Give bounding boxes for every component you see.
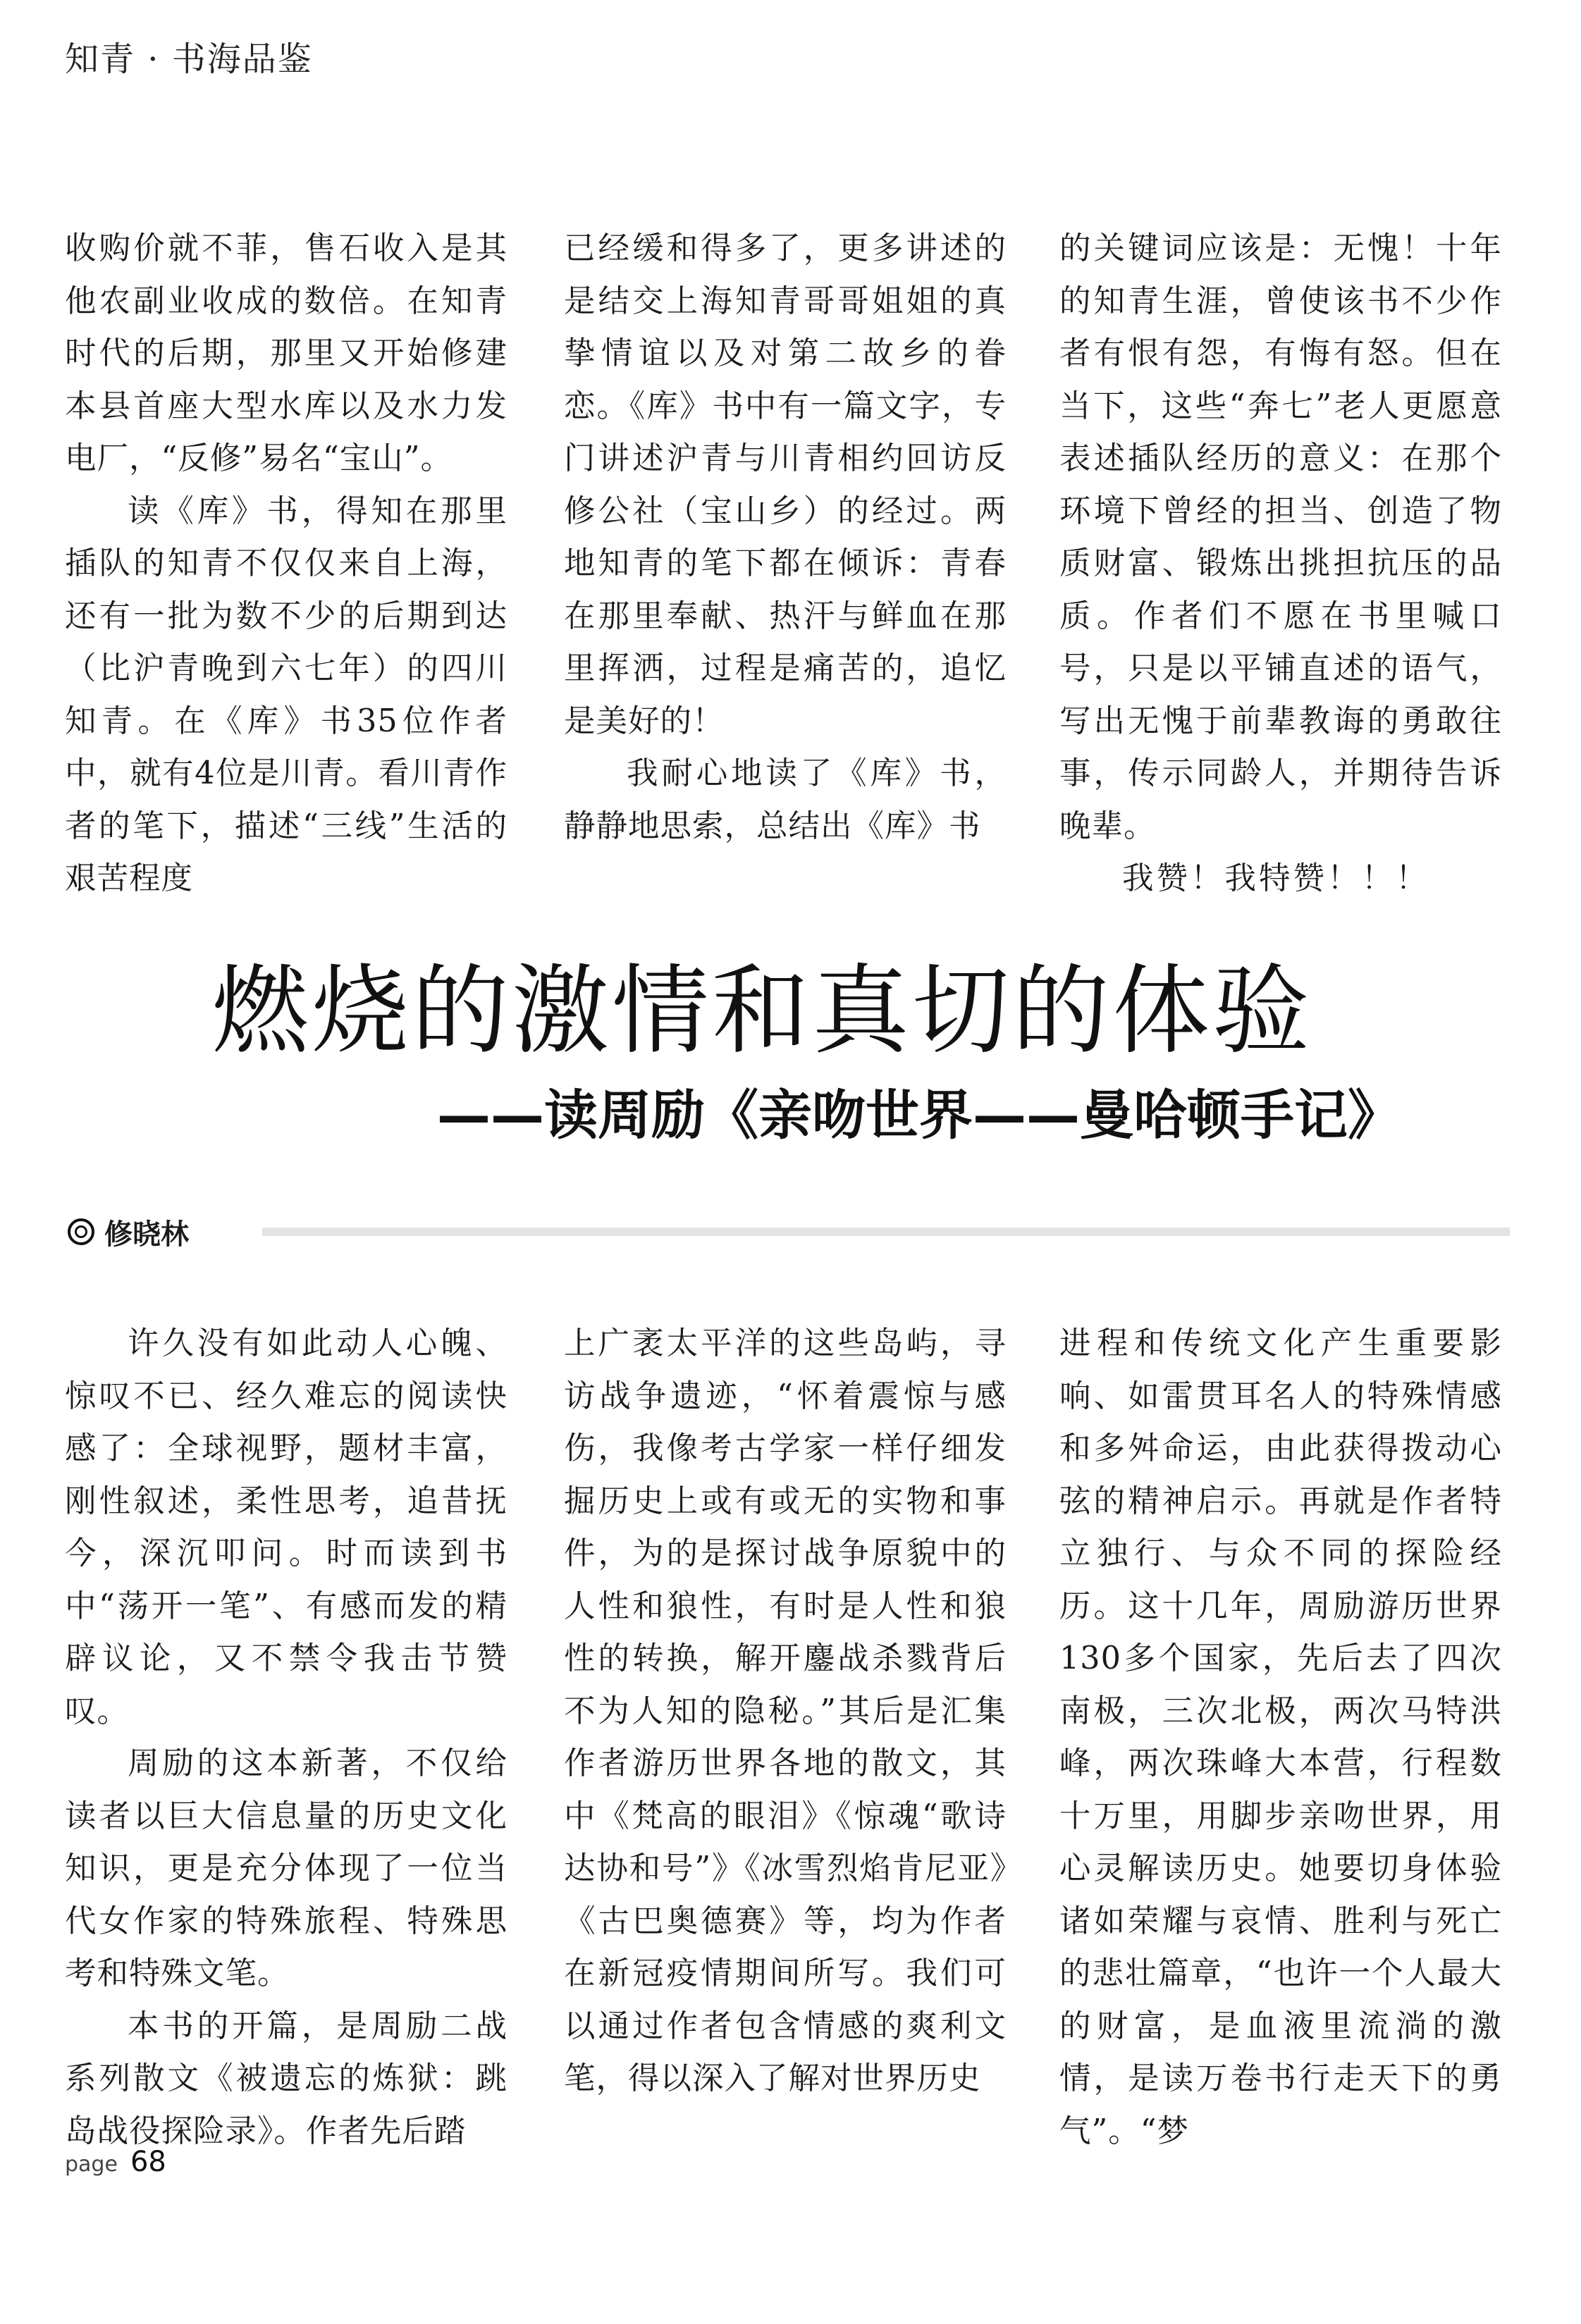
byline bbox=[68, 1207, 189, 1256]
paragraph: 读《库》书，得知在那里插队的知青不仅仅来自上海，还有一批为数不少的后期到达（比沪青晚到六七年）的四川知青。在《库》书35位作者中，就有4位是川青。看川青作者的笔下，描述“三线”生活的艰苦程度 bbox=[65, 493, 507, 896]
prev-article-column-3 bbox=[1059, 223, 1502, 896]
paragraph: 收购价就不菲，售石收入是其他农副业收成的数倍。在知青时代的后期，那里又开始修建本县首座大型水库以及水力发电厂，“反修”易名“宝山”。 bbox=[65, 230, 507, 476]
paragraph: 进程和传统文化产生重要影响、如雷贯耳名人的特殊情感和多舛命运，由此获得拨动心弦的精神启示。再就是作者特立独行、与众不同的探险经历。这十几年，周励游历世界130多个国家，先后去了四次南极，三次北极，两次马特洪峰，两次珠峰大本营，行程数十万里，用脚步亲吻世界，用心灵解读历史。她要切身体验诸如荣耀与哀情、胜利与死亡的悲壮篇章，“也许一个人最大的财富，是血液里流淌的激情，是读万卷书行走天下的勇气”。“梦 bbox=[1059, 1325, 1502, 2149]
closing-line: 我赞！我特赞！！！ bbox=[1122, 860, 1430, 896]
page-label: page bbox=[65, 2152, 118, 2177]
article-column-1 bbox=[65, 1318, 507, 2220]
paragraph: 上广袤太平洋的这些岛屿，寻访战争遗迹，“怀着震惊与感伤，我像考古学家一样仔细发掘历史上或有或无的实物和事件，为的是探讨战争原貌中的人性和狼性，有时是人性和狼性的转换，解开鏖战杀戮背后不为人知的隐秘。”其后是汇集作者游历世界各地的散文，其中《梵高的眼泪》《惊魂“歌诗达协和号”》《冰雪烈焰肯尼亚》《古巴奥德赛》等，均为作者在新冠疫情期间所写。我们可以通过作者包含情感的爽利文笔，得以深入了解对世界历史 bbox=[564, 1325, 1007, 2096]
section-header: 知青 · 书海品鉴 bbox=[65, 39, 313, 79]
article-subtitle: ——读周励《亲吻世界——曼哈顿手记》 bbox=[437, 1084, 1401, 1146]
prev-article-column-2 bbox=[564, 223, 1007, 850]
article-column-3 bbox=[1059, 1318, 1502, 2220]
page-number: 68 bbox=[130, 2146, 166, 2178]
paragraph: 已经缓和得多了，更多讲述的是结交上海知青哥哥姐姐的真挚情谊以及对第二故乡的眷恋。《库》书中有一篇文字，专门讲述沪青与川青相约回访反修公社（宝山乡）的经过。两地知青的笔下都在倾诉：青春在那里奉献、热汗与鲜血在那里挥洒，过程是痛苦的，追忆是美好的！ bbox=[564, 230, 1007, 739]
divider-rule bbox=[262, 1228, 1510, 1236]
author-name: 修晓林 bbox=[104, 1218, 189, 1251]
prev-article-column-1 bbox=[65, 223, 507, 896]
paragraph: 我耐心地读了《库》书，静静地思索，总结出《库》书 bbox=[564, 755, 1007, 844]
paragraph: 周励的这本新著，不仅给读者以巨大信息量的历史文化知识，更是充分体现了一位当代女作家的特殊旅程、特殊思考和特殊文笔。 bbox=[65, 1745, 507, 1991]
double-circle-icon bbox=[68, 1218, 94, 1245]
article-title: 燃烧的激情和真切的体验 bbox=[211, 954, 1313, 1068]
paragraph: 许久没有如此动人心魄、惊叹不已、经久难忘的阅读快感了：全球视野，题材丰富，刚性叙述，柔性思考，追昔抚今，深沉叩问。时而读到书中“荡开一笔”、有感而发的精辟议论，又不禁令我击节赞叹。 bbox=[65, 1325, 507, 1729]
paragraph: 本书的开篇，是周励二战系列散文《被遗忘的炼狱：跳岛战役探险录》。作者先后踏 bbox=[65, 2008, 507, 2149]
paragraph: 的关键词应该是：无愧！十年的知青生涯，曾使该书不少作者有恨有怨，有悔有怒。但在当下，这些“奔七”老人更愿意表述插队经历的意义：在那个环境下曾经的担当、创造了物质财富、锻炼出挑担抗压的品质。作者们不愿在书里喊口号，只是以平铺直述的语气，写出无愧于前辈教诲的勇敢往事，传示同龄人，并期待告诉晚辈。 bbox=[1059, 230, 1502, 844]
page-footer bbox=[65, 2146, 166, 2178]
article-column-2 bbox=[564, 1318, 1007, 2220]
